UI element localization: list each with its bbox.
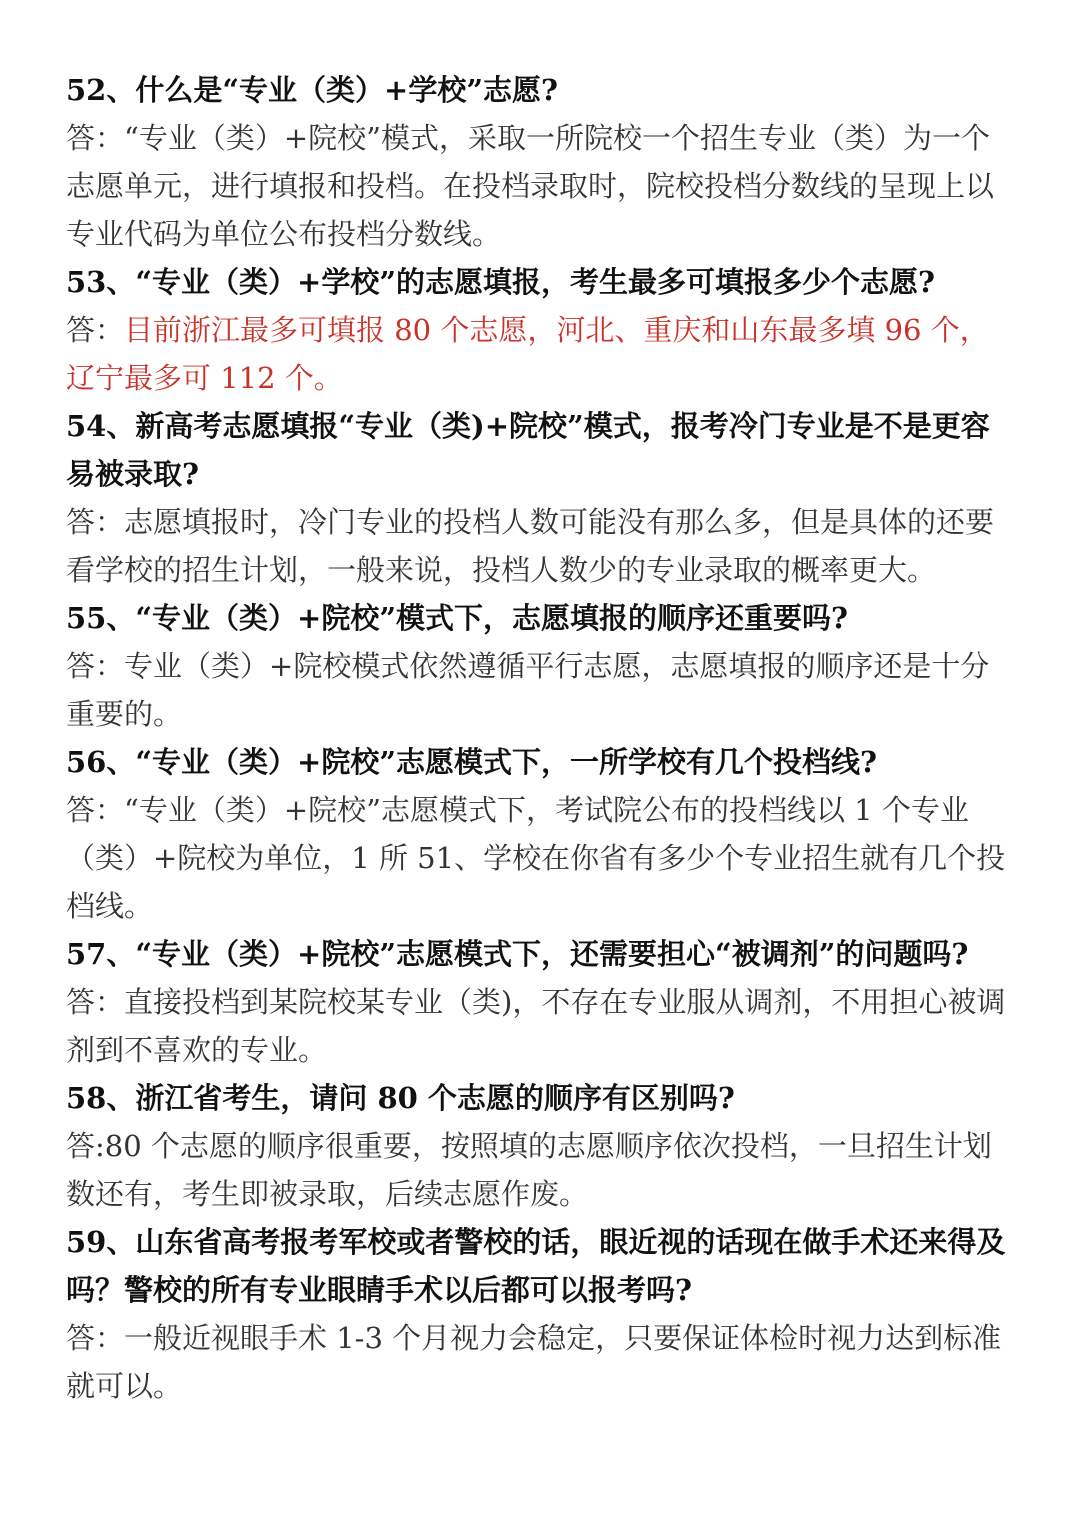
answer-prefix: 答： bbox=[66, 985, 125, 1019]
qa-item-56 bbox=[66, 738, 1016, 930]
answer-prefix: 答： bbox=[66, 313, 125, 347]
qa-item-55 bbox=[66, 594, 1016, 738]
question-59: 59、山东省高考报考军校或者警校的话，眼近视的话现在做手术还来得及吗？警校的所有专业眼睛手术以后都可以报考吗? bbox=[66, 1225, 1006, 1307]
answer-text: 直接投档到某院校某专业（类)，不存在专业服从调剂，不用担心被调剂到不喜欢的专业。 bbox=[66, 985, 1006, 1067]
answer-text: “专业（类）+院校”模式，采取一所院校一个招生专业（类）为一个志愿单元，进行填报和投档。在投档录取时，院校投档分数线的呈现上以专业代码为单位公布投档分数线。 bbox=[66, 121, 995, 251]
answer-54 bbox=[66, 498, 1016, 594]
qa-item-58 bbox=[66, 1074, 1016, 1218]
answer-58 bbox=[66, 1122, 1016, 1218]
answer-52 bbox=[66, 114, 1016, 258]
question-57: 57、“专业（类）+院校”志愿模式下，还需要担心“被调剂”的问题吗? bbox=[66, 937, 969, 971]
answer-prefix: 答： bbox=[66, 505, 125, 539]
question-52: 52、什么是“专业（类）+学校”志愿? bbox=[66, 73, 559, 107]
answer-prefix: 答： bbox=[66, 793, 125, 827]
answer-53 bbox=[66, 306, 1016, 402]
question-54: 54、新高考志愿填报“专业（类)+院校”模式，报考冷门专业是不是更容易被录取? bbox=[66, 409, 990, 491]
qa-document bbox=[66, 66, 1016, 1410]
qa-item-53 bbox=[66, 258, 1016, 402]
answer-text: 目前浙江最多可填报 80 个志愿，河北、重庆和山东最多填 96 个，辽宁最多可 112 个。 bbox=[66, 313, 989, 395]
answer-prefix: 答： bbox=[66, 121, 125, 155]
qa-item-59 bbox=[66, 1218, 1016, 1410]
answer-text: 专业（类）+院校模式依然遵循平行志愿，志愿填报的顺序还是十分重要的。 bbox=[66, 649, 990, 731]
answer-59 bbox=[66, 1314, 1016, 1410]
question-56: 56、“专业（类）+院校”志愿模式下，一所学校有几个投档线? bbox=[66, 745, 878, 779]
question-58: 58、浙江省考生，请问 80 个志愿的顺序有区别吗? bbox=[66, 1081, 735, 1115]
answer-text: 80 个志愿的顺序很重要，按照填的志愿顺序依次投档，一旦招生计划数还有，考生即被录取，后续志愿作废。 bbox=[66, 1129, 992, 1211]
qa-item-54 bbox=[66, 402, 1016, 594]
qa-item-52 bbox=[66, 66, 1016, 258]
answer-prefix: 答： bbox=[66, 1321, 125, 1355]
answer-prefix: 答： bbox=[66, 649, 125, 683]
answer-55 bbox=[66, 642, 1016, 738]
answer-56 bbox=[66, 786, 1016, 930]
question-55: 55、“专业（类）+院校”模式下，志愿填报的顺序还重要吗? bbox=[66, 601, 849, 635]
question-53: 53、“专业（类）+学校”的志愿填报，考生最多可填报多少个志愿? bbox=[66, 265, 936, 299]
qa-item-57 bbox=[66, 930, 1016, 1074]
answer-text: 一般近视眼手术 1-3 个月视力会稳定，只要保证体检时视力达到标准就可以。 bbox=[66, 1321, 1002, 1403]
answer-text: 志愿填报时，冷门专业的投档人数可能没有那么多，但是具体的还要看学校的招生计划，一般来说，投档人数少的专业录取的概率更大。 bbox=[66, 505, 995, 587]
answer-57 bbox=[66, 978, 1016, 1074]
answer-text: “专业（类）+院校”志愿模式下，考试院公布的投档线以 1 个专业（类）+院校为单位，1 所 51、学校在你省有多少个专业招生就有几个投档线。 bbox=[66, 793, 1006, 923]
answer-prefix: 答: bbox=[66, 1129, 105, 1163]
